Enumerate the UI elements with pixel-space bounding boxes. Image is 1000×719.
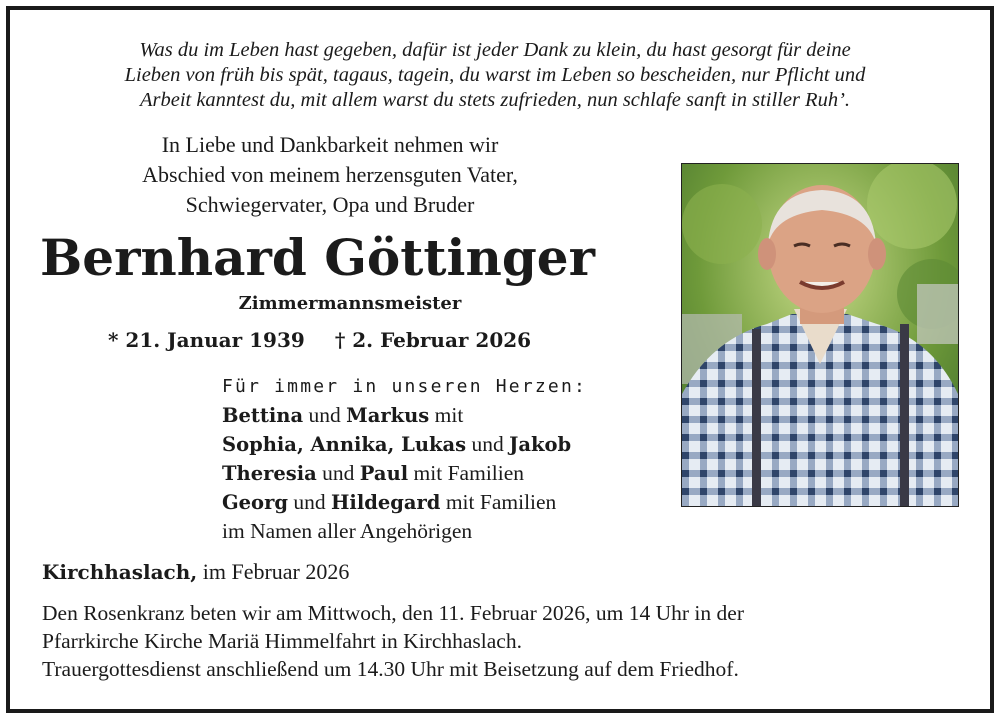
mourners-row xyxy=(222,488,652,517)
service-info xyxy=(42,599,982,683)
service-line: Pfarrkirche Kirche Mariä Himmelfahrt in Kirchhaslach. xyxy=(42,629,522,653)
town-name: Kirchhaslach, xyxy=(42,560,198,584)
notice-date: im Februar 2026 xyxy=(197,559,350,584)
connector-text: mit Familien xyxy=(440,490,557,514)
poem-line: Lieben von früh bis spät, tagaus, tagein, du warst im Leben so bescheiden, nur Pflicht und xyxy=(124,64,866,86)
poem xyxy=(20,38,970,113)
death-date: † 2. Februar 2026 xyxy=(334,328,532,352)
mourners-header: Für immer in unseren Herzen: xyxy=(222,376,588,397)
intro-text xyxy=(60,130,600,220)
poem-line: Was du im Leben hast gegeben, dafür ist jeder Dank zu klein, du hast gesorgt für deine xyxy=(139,39,851,61)
deceased-profession: Zimmermannsmeister xyxy=(238,293,462,314)
connector-text: und xyxy=(303,403,347,427)
mourners-row xyxy=(222,401,652,430)
deceased-name: Bernhard Göttinger xyxy=(40,228,595,287)
intro-line: Schwiegervater, Opa und Bruder xyxy=(185,192,475,217)
connector-text: und xyxy=(466,432,510,456)
mourner-name: Paul xyxy=(359,462,409,485)
mourner-name: Markus xyxy=(346,404,430,427)
mourners-row xyxy=(222,459,652,488)
mourner-name: Jakob xyxy=(509,433,572,456)
intro-line: Abschied von meinem herzensguten Vater, xyxy=(142,162,518,187)
connector-text: mit xyxy=(429,403,464,427)
place-and-date xyxy=(42,558,349,586)
connector-text: und xyxy=(316,461,360,485)
mourner-name: Hildegard xyxy=(330,491,441,514)
service-line: Den Rosenkranz beten wir am Mittwoch, den 11. Februar 2026, um 14 Uhr in der xyxy=(42,601,744,625)
mourners-list xyxy=(222,372,652,546)
mourner-name: Georg xyxy=(222,491,288,514)
mourner-name: Sophia, Annika, Lukas xyxy=(222,433,467,456)
mourner-name: Theresia xyxy=(222,462,317,485)
intro-line: In Liebe und Dankbarkeit nehmen wir xyxy=(161,132,499,157)
mourners-row: im Namen aller Angehörigen xyxy=(222,519,473,543)
mourners-row xyxy=(222,430,652,459)
portrait-photo xyxy=(681,163,959,507)
service-line: Trauergottesdienst anschließend um 14.30 Uhr mit Beisetzung auf dem Friedhof. xyxy=(42,657,739,681)
connector-text: und xyxy=(287,490,331,514)
life-dates xyxy=(108,326,531,354)
birth-date: * 21. Januar 1939 xyxy=(108,328,305,352)
poem-line: Arbeit kanntest du, mit allem warst du stets zufrieden, nun schlafe sanft in stiller Ruh’. xyxy=(139,89,851,111)
mourner-name: Bettina xyxy=(222,404,304,427)
connector-text: mit Familien xyxy=(408,461,525,485)
